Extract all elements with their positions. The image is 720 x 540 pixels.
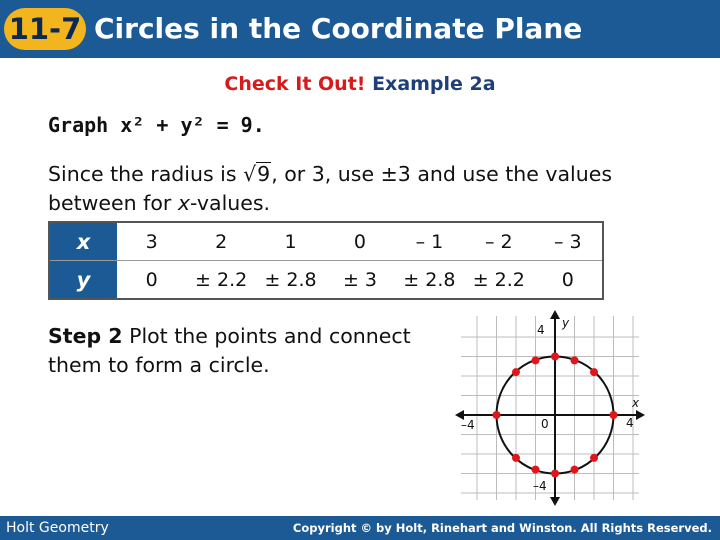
x-cell: – 1 [395, 222, 464, 261]
y-cell: 0 [117, 261, 186, 300]
values-table [48, 221, 604, 300]
x-variable: x [177, 191, 191, 215]
lesson-title: Circles in the Coordinate Plane [94, 12, 583, 45]
step-label: Step 2 [48, 324, 123, 348]
step-instruction [48, 322, 448, 380]
y-axis-label: y [562, 316, 570, 330]
x-header-cell: x [49, 222, 117, 261]
y-row [49, 261, 603, 300]
step-text: Plot the points and connect them to form a circle. [48, 324, 411, 377]
explanation-text [48, 160, 678, 218]
x-tick-max: 4 [626, 416, 634, 430]
example-label: Example 2a [372, 73, 496, 95]
footer-copyright: Copyright © by Holt, Rinehart and Winston. All Rights Reserved. [292, 521, 712, 535]
x-axis-label: x [632, 396, 640, 410]
origin-label: 0 [541, 417, 549, 431]
y-cell: ± 3 [325, 261, 394, 300]
x-tick-min: –4 [461, 418, 475, 432]
plotted-point [493, 411, 501, 419]
explanation-part1: Since the radius is [48, 162, 237, 186]
explanation-part2: , or 3, use ±3 and use the values between for [48, 162, 613, 215]
plotted-point [532, 466, 540, 474]
y-cell: ± 2.2 [464, 261, 533, 300]
circle-graph [455, 310, 645, 506]
y-cell: ± 2.2 [186, 261, 255, 300]
y-axis-down-arrow-icon [550, 497, 560, 506]
radicand: 9 [257, 162, 271, 186]
plotted-point [610, 411, 618, 419]
y-cell: ± 2.8 [395, 261, 464, 300]
check-it-out-label: Check It Out! [224, 73, 366, 95]
plotted-point [532, 356, 540, 364]
y-cell: 0 [534, 261, 603, 300]
y-cell: ± 2.8 [256, 261, 325, 300]
y-tick-min: –4 [533, 479, 547, 493]
plotted-point [512, 454, 520, 462]
footer-bar [0, 516, 720, 540]
x-cell: 1 [256, 222, 325, 261]
graph-instruction [48, 113, 265, 137]
plotted-point [590, 368, 598, 376]
x-cell: 2 [186, 222, 255, 261]
footer-book-title: Holt Geometry [6, 520, 109, 536]
sqrt-icon: √ [243, 162, 257, 186]
slide-subtitle [0, 73, 720, 95]
circle-equation: x² + y² = 9. [120, 113, 265, 137]
x-cell: – 2 [464, 222, 533, 261]
y-header-cell: y [49, 261, 117, 300]
plotted-point [571, 466, 579, 474]
x-cell: 0 [325, 222, 394, 261]
plotted-point [590, 454, 598, 462]
plotted-point [571, 356, 579, 364]
x-axis-right-arrow-icon [636, 410, 645, 420]
plotted-point [551, 470, 559, 478]
explanation-part3: -values. [190, 191, 271, 215]
lesson-number-badge: 11-7 [4, 8, 86, 50]
x-cell: – 3 [534, 222, 603, 261]
plotted-point [512, 368, 520, 376]
header-bar [0, 0, 720, 58]
x-cell: 3 [117, 222, 186, 261]
plotted-point [551, 353, 559, 361]
graph-word: Graph [48, 113, 109, 137]
y-tick-max: 4 [537, 323, 545, 337]
x-row [49, 222, 603, 261]
y-axis-up-arrow-icon [550, 310, 560, 319]
